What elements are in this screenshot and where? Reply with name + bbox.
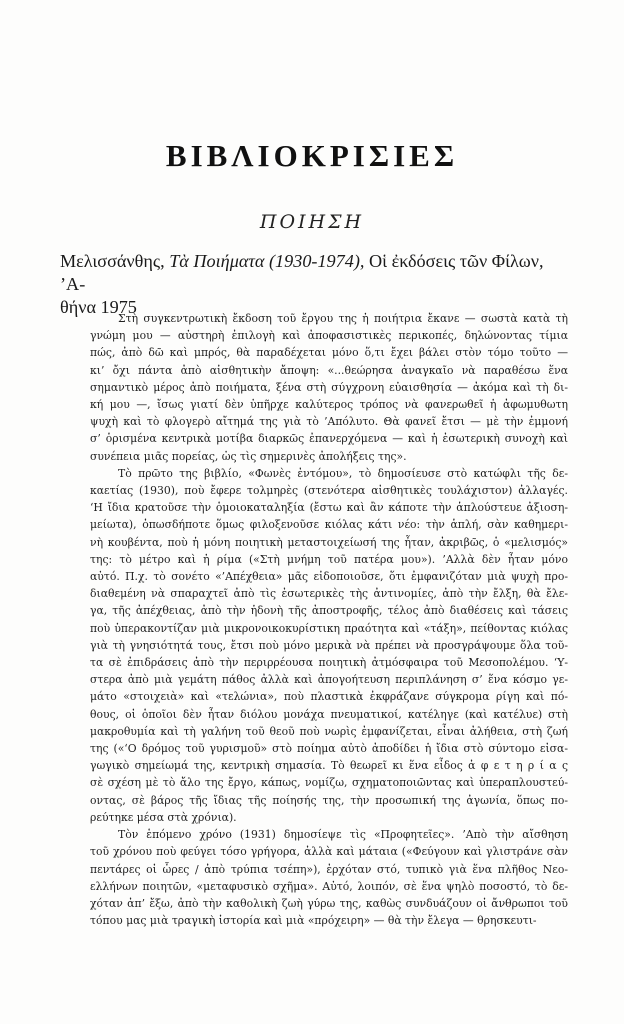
- text-line: μακροθυμία καὶ τὴ γαλήνη τοῦ θεοῦ ποὺ νωρὶς ἐμφανίζεται, εἶναι ἀλήθεια, στὴ ζωή: [90, 724, 568, 738]
- text-line: κι’ ὄχι πάντα ἀπὸ αἰσθητικὴν ἄποψη: «...θεώρησα ἀναγκαῖο νὰ παραθέσω ἕνα: [90, 363, 568, 377]
- text-line: ποὺ ὑπερακοντίζαν μιὰ μικρονοικοκυρίστικη πραότητα καὶ «τάξη», πείθοντας κιόλας: [90, 621, 568, 635]
- text-line: μάτο «στοιχειὰ» καὶ «τελώνια», ποὺ πλαστικὰ ἐκφράζανε σύγκρομα ρίγη καὶ πό-: [90, 690, 568, 704]
- text-line: καετίας (1930), ποὺ ἔφερε τολμηρὲς (στενότερα αἰσθητικὲς τουλάχιστον) ἀλλαγές.: [90, 484, 568, 498]
- category-heading: ΠΟΙΗΣΗ: [259, 211, 365, 233]
- text-line: γα, τῆς ἀπέχθειας, ἀπὸ τὴν ἡδονὴ τῆς ἀποστροφῆς, τέλος ἀπὸ διαθέσεις καὶ τάσεις: [90, 604, 568, 618]
- text-line: Τὸ πρῶτο της βιβλίο, «Φωνὲς ἐντόμου», τὸ δημοσίευσε στὸ κατώφλι τῆς δε-: [118, 466, 568, 480]
- text-line: πεντάρες οἱ ὧρες / ἀπὸ τρύπια τσέπη»), ἐρχόταν στό, τυπικὸ γιὰ ἕνα πλῆθος Νεο-: [90, 862, 568, 876]
- text-line: ρεύτηκε μέσα στὰ χρόνια).: [90, 810, 237, 824]
- text-line: νὴ κουβέντα, ποὺ ἡ μόνη ποιητικὴ μεταστοιχείωσή της ἦταν, ἀκριβῶς, ὁ «μελισμός»: [90, 535, 568, 549]
- review-paragraph: [90, 465, 568, 826]
- text-line: Τὸν ἑπόμενο χρόνο (1931) δημοσίεψε τὶς «Προφητεῖες». ’Απὸ τὴν αἴσθηση: [118, 828, 568, 842]
- text-line: ψυχὴ καὶ τὸ φλογερὸ αἴτημά της γιὰ τὸ ’Απόλυτο. Θὰ φανεῖ ἔτσι — μὲ τὴν ἐμμονή: [90, 415, 568, 429]
- text-line: σὲ σχέση μὲ τὸ ἄλο της ἔργο, κάπως, νομίζω, σχηματοποιῶντας καὶ ὑπεραπλουστεύ-: [90, 776, 568, 790]
- entry-work-title: Τὰ Ποιήματα (1930-1974),: [169, 251, 365, 271]
- text-line: στερα ἀπὸ μιὰ γεμάτη πάθος ἀλλὰ καὶ ἀπογοήτευση περιπλάνηση σ’ ἕνα κόσμο γε-: [90, 673, 568, 687]
- review-paragraph: [90, 826, 568, 929]
- bibliographic-entry: [60, 250, 570, 319]
- text-line: θους, οἱ ὁποῖοι δὲν ἦταν διόλου μονάχα πνευματικοί, κατέληγε (καὶ κατέλυε) στὴ: [90, 707, 568, 721]
- review-paragraph: [90, 310, 568, 465]
- text-line: ελλήνων ποιητῶν, «μεταφυσικὸ σχῆμα». Αὐτό, λοιπόν, σὲ ἕνα ψηλὸ ποσοστό, τὸ δε-: [90, 879, 568, 893]
- text-line: αὐτό. Π.χ. τὸ σονέτο «’Απέχθεια» μᾶς εἰδοποιοῦσε, ὅτι ἐμφανιζόταν μιὰ ψυχὴ προ-: [90, 570, 568, 584]
- text-line: κή μου —, ἴσως γιατί δὲν ὑπῆρχε καλύτερος τρόπος νὰ φανερωθεῖ ἡ ἀφωμυθωτη: [90, 398, 568, 412]
- text-line: χόταν ἀπ’ ἔξω, ἀπὸ τὴν καθολικὴ ζωὴ γύρω της, καθὼς συνδυάζουν οἱ ἄνθρωποι τοῦ: [90, 896, 568, 910]
- text-line: γωγικὸ σημείωμά της, κεντρικὴ σημασία. Τὸ θεωρεῖ κι ἕνα εἶδος ἀ φ ε τ η ρ ί α ς: [90, 759, 568, 773]
- section-title: ΒΙΒΛΙΟΚΡΙΣΙΕΣ: [165, 138, 459, 173]
- text-line: τα σὲ ἐπιδράσεις ἀπὸ τὴν περιρρέουσα ποιητικὴ ἀτμόσφαιρα τοῦ Μεσοπολέμου. ‘Υ-: [90, 656, 568, 670]
- text-line: διαθεμένη νὰ σπαραχτεῖ ἀπὸ τὶς ἐσωτερικὲς τὴς ἀντινομίες, ἀπὸ τὴν ἔλξη, θὰ ἔλε-: [90, 587, 568, 601]
- text-line: γνώμη μου — αὐστηρὴ ἐπιλογὴ καὶ ἀποφασιστικὲς περικοπές, δηλώνοντας τίμια: [90, 329, 568, 343]
- text-line: της: τὸ μέτρο καὶ ἡ ρίμα («Στὴ μνήμη τοῦ πατέρα μου»). ’Αλλὰ δὲν ἦταν μόνο: [90, 552, 568, 566]
- text-line: ‘Η ἴδια κρατοῦσε τὴν ὁμοιοκαταληξία (ἔστω καὶ ἂν κάποτε τὴν ἁπλούστευε ἀξιοση-: [90, 501, 568, 515]
- text-line: της («‘Ο δρόμος τοῦ γυρισμοῦ» στὸ ποίημα αὐτὸ ἀποδίδει ἡ ἴδια στὸ σύντομο εἰσα-: [90, 742, 568, 756]
- text-line: οντας, σὲ βάρος τῆς ἴδιας τῆς ποίησής της, τὴν προσωπική της ἀγωνία, ὅπως πο-: [90, 793, 568, 807]
- review-body: [90, 310, 568, 929]
- entry-author: Μελισσάνθης,: [60, 251, 165, 271]
- text-line: Στὴ συγκεντρωτικὴ ἔκδοση τοῦ ἔργου της ἡ ποιήτρια ἔκανε — σωστὰ κατὰ τὴ: [118, 312, 568, 325]
- entry-place-year: θήνα 1975: [60, 297, 137, 317]
- text-line: μείωτα), ὁπωσδήποτε ὅμως φιλοξενοῦσε κιόλας κάτι νέο: τὴν ἁπλή, σὰν καθημερι-: [90, 518, 568, 532]
- text-line: πώς, ἀπὸ δῶ καὶ μπρός, θὰ παραδέχεται μόνο ὅ,τι ἔχει βάλει στὸν τόμο τοῦτο —: [90, 346, 568, 360]
- text-line: συνέπεια μιᾶς πορείας, ὡς τὶς σημερινὲς ἀπολήξεις της».: [90, 449, 407, 463]
- text-line: τόπου μας μιὰ τραγικὴ ἱστορία καὶ μιὰ «πρόχειρη» — θὰ τὴν ἔλεγα — θρησκευτι-: [90, 914, 537, 928]
- text-line: τοῦ χρόνου ποὺ φεύγει τόσο γρήγορα, ἀλλὰ καὶ μάταια («Φεύγουν καὶ γλιστράνε σὰν: [90, 845, 568, 859]
- entry-publisher: Οἱ ἐκδόσεις τῶν Φίλων, ’Α-: [60, 251, 544, 294]
- text-line: σ’ ὁρισμένα κεντρικὰ μοτίβα διαρκῶς ἐπανερχόμενα — καὶ ἡ ἐσωτερικὴ συνοχὴ καὶ: [90, 432, 568, 446]
- text-line: γιὰ τὴ γνησιότητά τους, ἔτσι ποὺ μόνο μερικὰ νὰ πρέπει νὰ προσγράψουμε ὅλα τοῦ-: [90, 638, 568, 652]
- text-line: σημαντικὸ μέρος ἀπὸ ποιήματα, ξένα στὴ σύγχρονη εὐαισθησία — ἀκόμα καὶ τὴ δι-: [90, 380, 568, 394]
